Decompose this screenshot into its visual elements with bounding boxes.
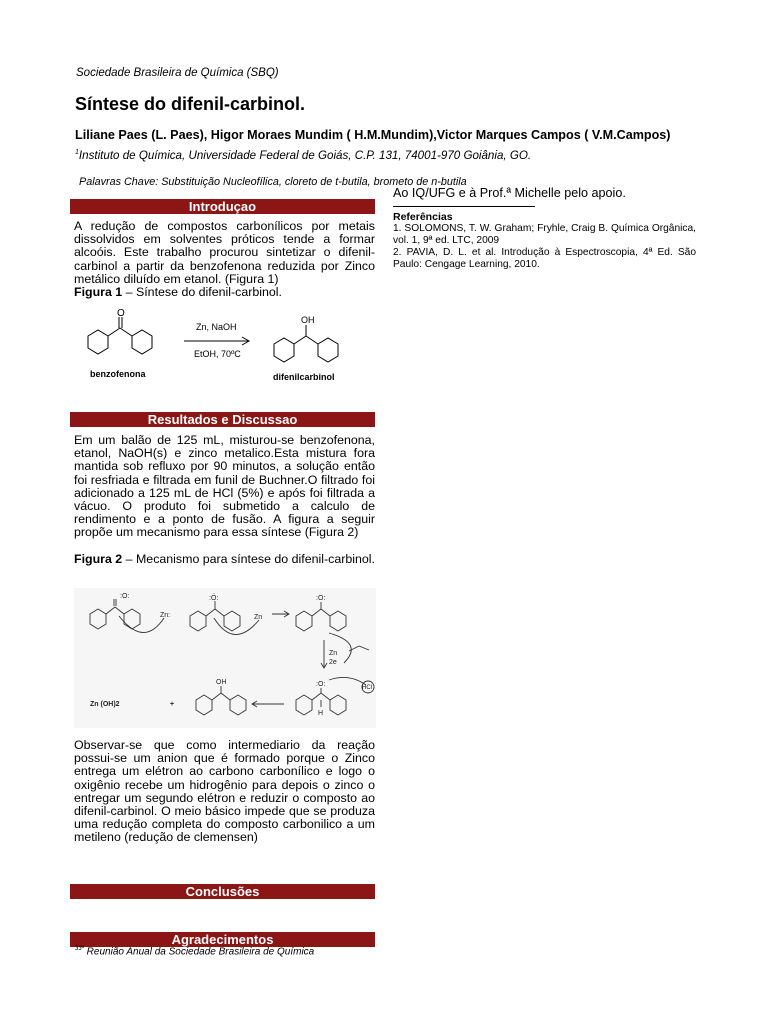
section-heading-results: Resultados e Discussao	[70, 412, 375, 427]
figure2-mechanism	[74, 588, 376, 728]
benzene-ring	[318, 338, 338, 362]
section-heading-conclusions: Conclusões	[70, 884, 375, 899]
results-text-2: Observar-se que como intermediario da reação possui-se um anion que é formado porque o Zinco entrega um elétron ao carbono carbonílico e logo o oxigênio recebe um hidrogênio para depois o zinco o entregar um segundo elétron e reduzir o composto ao difenil-carbinol. O meio básico impede que se produza uma redução completa do composto carbonilico a um metileno (redução de clemensen)	[74, 738, 375, 845]
references-divider	[393, 206, 535, 207]
affiliation-text: Instituto de Química, Universidade Federal de Goiás, C.P. 131, 74001-970 Goiânia, GO.	[78, 149, 532, 162]
benzene-ring	[132, 330, 152, 354]
reagent-top: Zn, NaOH	[196, 322, 237, 332]
references-title: Referências	[393, 211, 453, 223]
product-oxygen: OH	[301, 315, 315, 325]
mech-zn3: Zn	[329, 650, 338, 657]
acknowledgments-text: Ao IQ/UFG e à Prof.ª Michelle pelo apoio.	[393, 186, 626, 200]
product-label: difenilcarbinol	[273, 372, 335, 382]
mech-hydrogen: H	[318, 710, 324, 717]
keywords: Palavras Chave: Substituição Nucleofílica, cloreto de t-butila, brometo de n-butila	[79, 176, 467, 188]
results-text: Em um balão de 125 mL, misturou-se benzofenona, etanol, NaOH(s) e zinco metalico.Esta mistura fora mantida sob refluxo por 90 minutos, a solução então foi resfriada e filtrada em funil de Buchner.O filtrado foi adicionado a 125 mL de HCl (5%) e após foi filtrada a vácuo. O produto foi submetido a calculo de rendimento e a ponto de fusão. A figura a seguir propõe um mecanismo para essa síntese (Figura 2)	[74, 433, 375, 540]
mech-oxygen: :O:	[120, 593, 130, 600]
figure1-label: Figura 1	[74, 285, 123, 300]
affiliation	[75, 149, 531, 162]
paper-title: Síntese do difenil-carbinol.	[75, 94, 306, 114]
mech-plus: +	[170, 701, 175, 708]
figure2-caption-text: – Mecanismo para síntese do difenil-carbinol.	[122, 551, 375, 566]
reactant-oxygen: O	[117, 308, 125, 319]
mech-zn2: Zn	[254, 614, 263, 621]
section-heading-introduction: Introduçao	[70, 199, 375, 214]
reagent-bottom: EtOH, 70ºC	[194, 349, 241, 359]
authors: Liliane Paes (L. Paes), Higor Moraes Mundim ( H.M.Mundim),Victor Marques Campos ( V.M.Campos)	[75, 128, 671, 142]
benzene-ring	[274, 338, 294, 362]
footer	[75, 946, 314, 957]
figure1-caption-text: – Síntese do difenil-carbinol.	[122, 285, 282, 300]
results-body	[74, 434, 375, 566]
mech-oxygen-label: :O:	[316, 681, 326, 688]
introduction-text: A redução de compostos carbonílicos por metais dissolvidos em solventes próticos tende a formar alcoóis. Este trabalho procurou sintetizar o difenil-carbinol a partir da benzofenona reduzida por Zinco metálico diluído em etanol. (Figura 1)	[74, 219, 375, 286]
mech-zn1: Zn:	[160, 612, 171, 619]
section-heading-acknowledgments: Agradecimentos	[70, 932, 375, 947]
figure2-label: Figura 2	[74, 551, 123, 566]
footer-text: Reunião Anual da Sociedade Brasileira de Química	[83, 946, 315, 958]
figure1-reaction	[74, 306, 374, 386]
figure2-caption	[74, 553, 375, 566]
results-body-2	[74, 739, 375, 845]
benzene-ring	[88, 330, 108, 354]
introduction-body	[74, 220, 375, 299]
mech-zinc-hydroxide: Zn (OH)2	[90, 701, 120, 708]
right-column	[393, 186, 696, 271]
reactant-label: benzofenona	[90, 369, 146, 379]
figure1-caption	[74, 286, 375, 299]
mech-two-e: 2e	[329, 659, 337, 666]
affiliation-sup: 1	[75, 149, 79, 157]
society-name: Sociedade Brasileira de Química (SBQ)	[76, 67, 279, 79]
reference-item: 1. SOLOMONS, T. W. Graham; Fryhle, Craig B. Química Orgânica, vol. 1, 9ª ed. LTC, 2009	[393, 223, 696, 246]
mech-oh: OH	[216, 679, 227, 686]
mech-hcl: HCl	[362, 685, 372, 691]
reference-item: 2. PAVIA, D. L. et al. Introdução à Espectroscopia, 4ª Ed. São Paulo: Cengage Learning, 2010.	[393, 247, 696, 270]
mech-oxygen-anion2: :O:	[316, 595, 326, 602]
mech-oxygen-anion: :Ö:	[209, 595, 219, 602]
footer-sup: 33ª	[75, 946, 84, 952]
